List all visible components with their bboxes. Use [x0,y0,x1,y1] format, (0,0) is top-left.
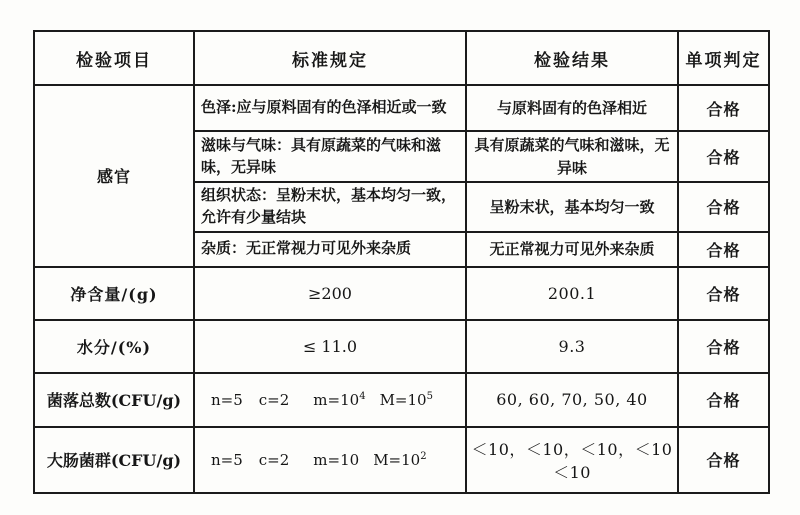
cell-color-standard: 色泽:应与原料固有的色泽相近或一致 [194,85,466,131]
cell-total-colony-result: 60, 60, 70, 50, 40 [466,373,678,427]
header-judgment: 单项判定 [678,31,769,85]
cell-impurity-judgment: 合格 [678,232,769,267]
cell-net-content-judgment: 合格 [678,267,769,320]
row-total-colony [34,373,769,427]
n-value: n=5 [211,390,243,409]
cell-coliform-judgment: 合格 [678,427,769,493]
cell-total-colony-judgment: 合格 [678,373,769,427]
c-value: c=2 [258,390,290,409]
cell-total-colony-standard [194,373,466,427]
m-base: m=10 [313,390,360,409]
c-value: c=2 [258,450,290,469]
cell-texture-result: 呈粉末状，基本均匀一致 [466,182,678,232]
micro-standard-values [211,391,461,409]
m-base: m=10 [313,450,360,469]
M-exponent: 5 [426,390,433,402]
row-coliform [34,427,769,493]
cell-net-content-result: 200.1 [466,267,678,320]
cell-total-colony-item: 菌落总数(CFU/g) [34,373,194,427]
coliform-result-line1: ＜10，＜10，＜10，＜10 [471,439,673,459]
row-moisture [34,320,769,373]
cell-taste-judgment: 合格 [678,131,769,182]
n-value: n=5 [211,450,243,469]
m-value [313,451,359,469]
cell-coliform-standard [194,427,466,493]
cell-moisture-item: 水分/(%) [34,320,194,373]
cell-impurity-standard: 杂质：无正常视力可见外来杂质 [194,232,466,267]
M-exponent: 2 [420,450,427,462]
header-result: 检验结果 [466,31,678,85]
cell-color-judgment: 合格 [678,85,769,131]
m-exponent: 4 [359,390,366,402]
row-net-content [34,267,769,320]
cell-impurity-result: 无正常视力可见外来杂质 [466,232,678,267]
cell-texture-standard: 组织状态：呈粉末状，基本均匀一致，允许有少量结块 [194,182,466,232]
cell-coliform-item: 大肠菌群(CFU/g) [34,427,194,493]
cell-moisture-judgment: 合格 [678,320,769,373]
cell-sensory-label: 感官 [34,85,194,267]
cell-texture-judgment: 合格 [678,182,769,232]
header-inspection-item: 检验项目 [34,31,194,85]
row-sensory-color [34,85,769,131]
cell-net-content-item: 净含量/(g) [34,267,194,320]
m-value [313,391,365,409]
inspection-report-table [33,30,770,494]
cell-coliform-result [466,427,678,493]
micro-standard-values [211,451,461,469]
header-standard: 标准规定 [194,31,466,85]
M-base: M=10 [379,390,427,409]
cell-net-content-standard: ≥200 [194,267,466,320]
M-value [380,391,433,409]
cell-moisture-result: 9.3 [466,320,678,373]
M-base: M=10 [373,450,421,469]
cell-moisture-standard: ≤ 11.0 [194,320,466,373]
cell-color-result: 与原料固有的色泽相近 [466,85,678,131]
coliform-result-line2: ＜10 [553,462,591,482]
cell-taste-standard: 滋味与气味：具有原蔬菜的气味和滋味，无异味 [194,131,466,182]
cell-taste-result: 具有原蔬菜的气味和滋味，无异味 [466,131,678,182]
M-value [373,451,426,469]
header-row [34,31,769,85]
